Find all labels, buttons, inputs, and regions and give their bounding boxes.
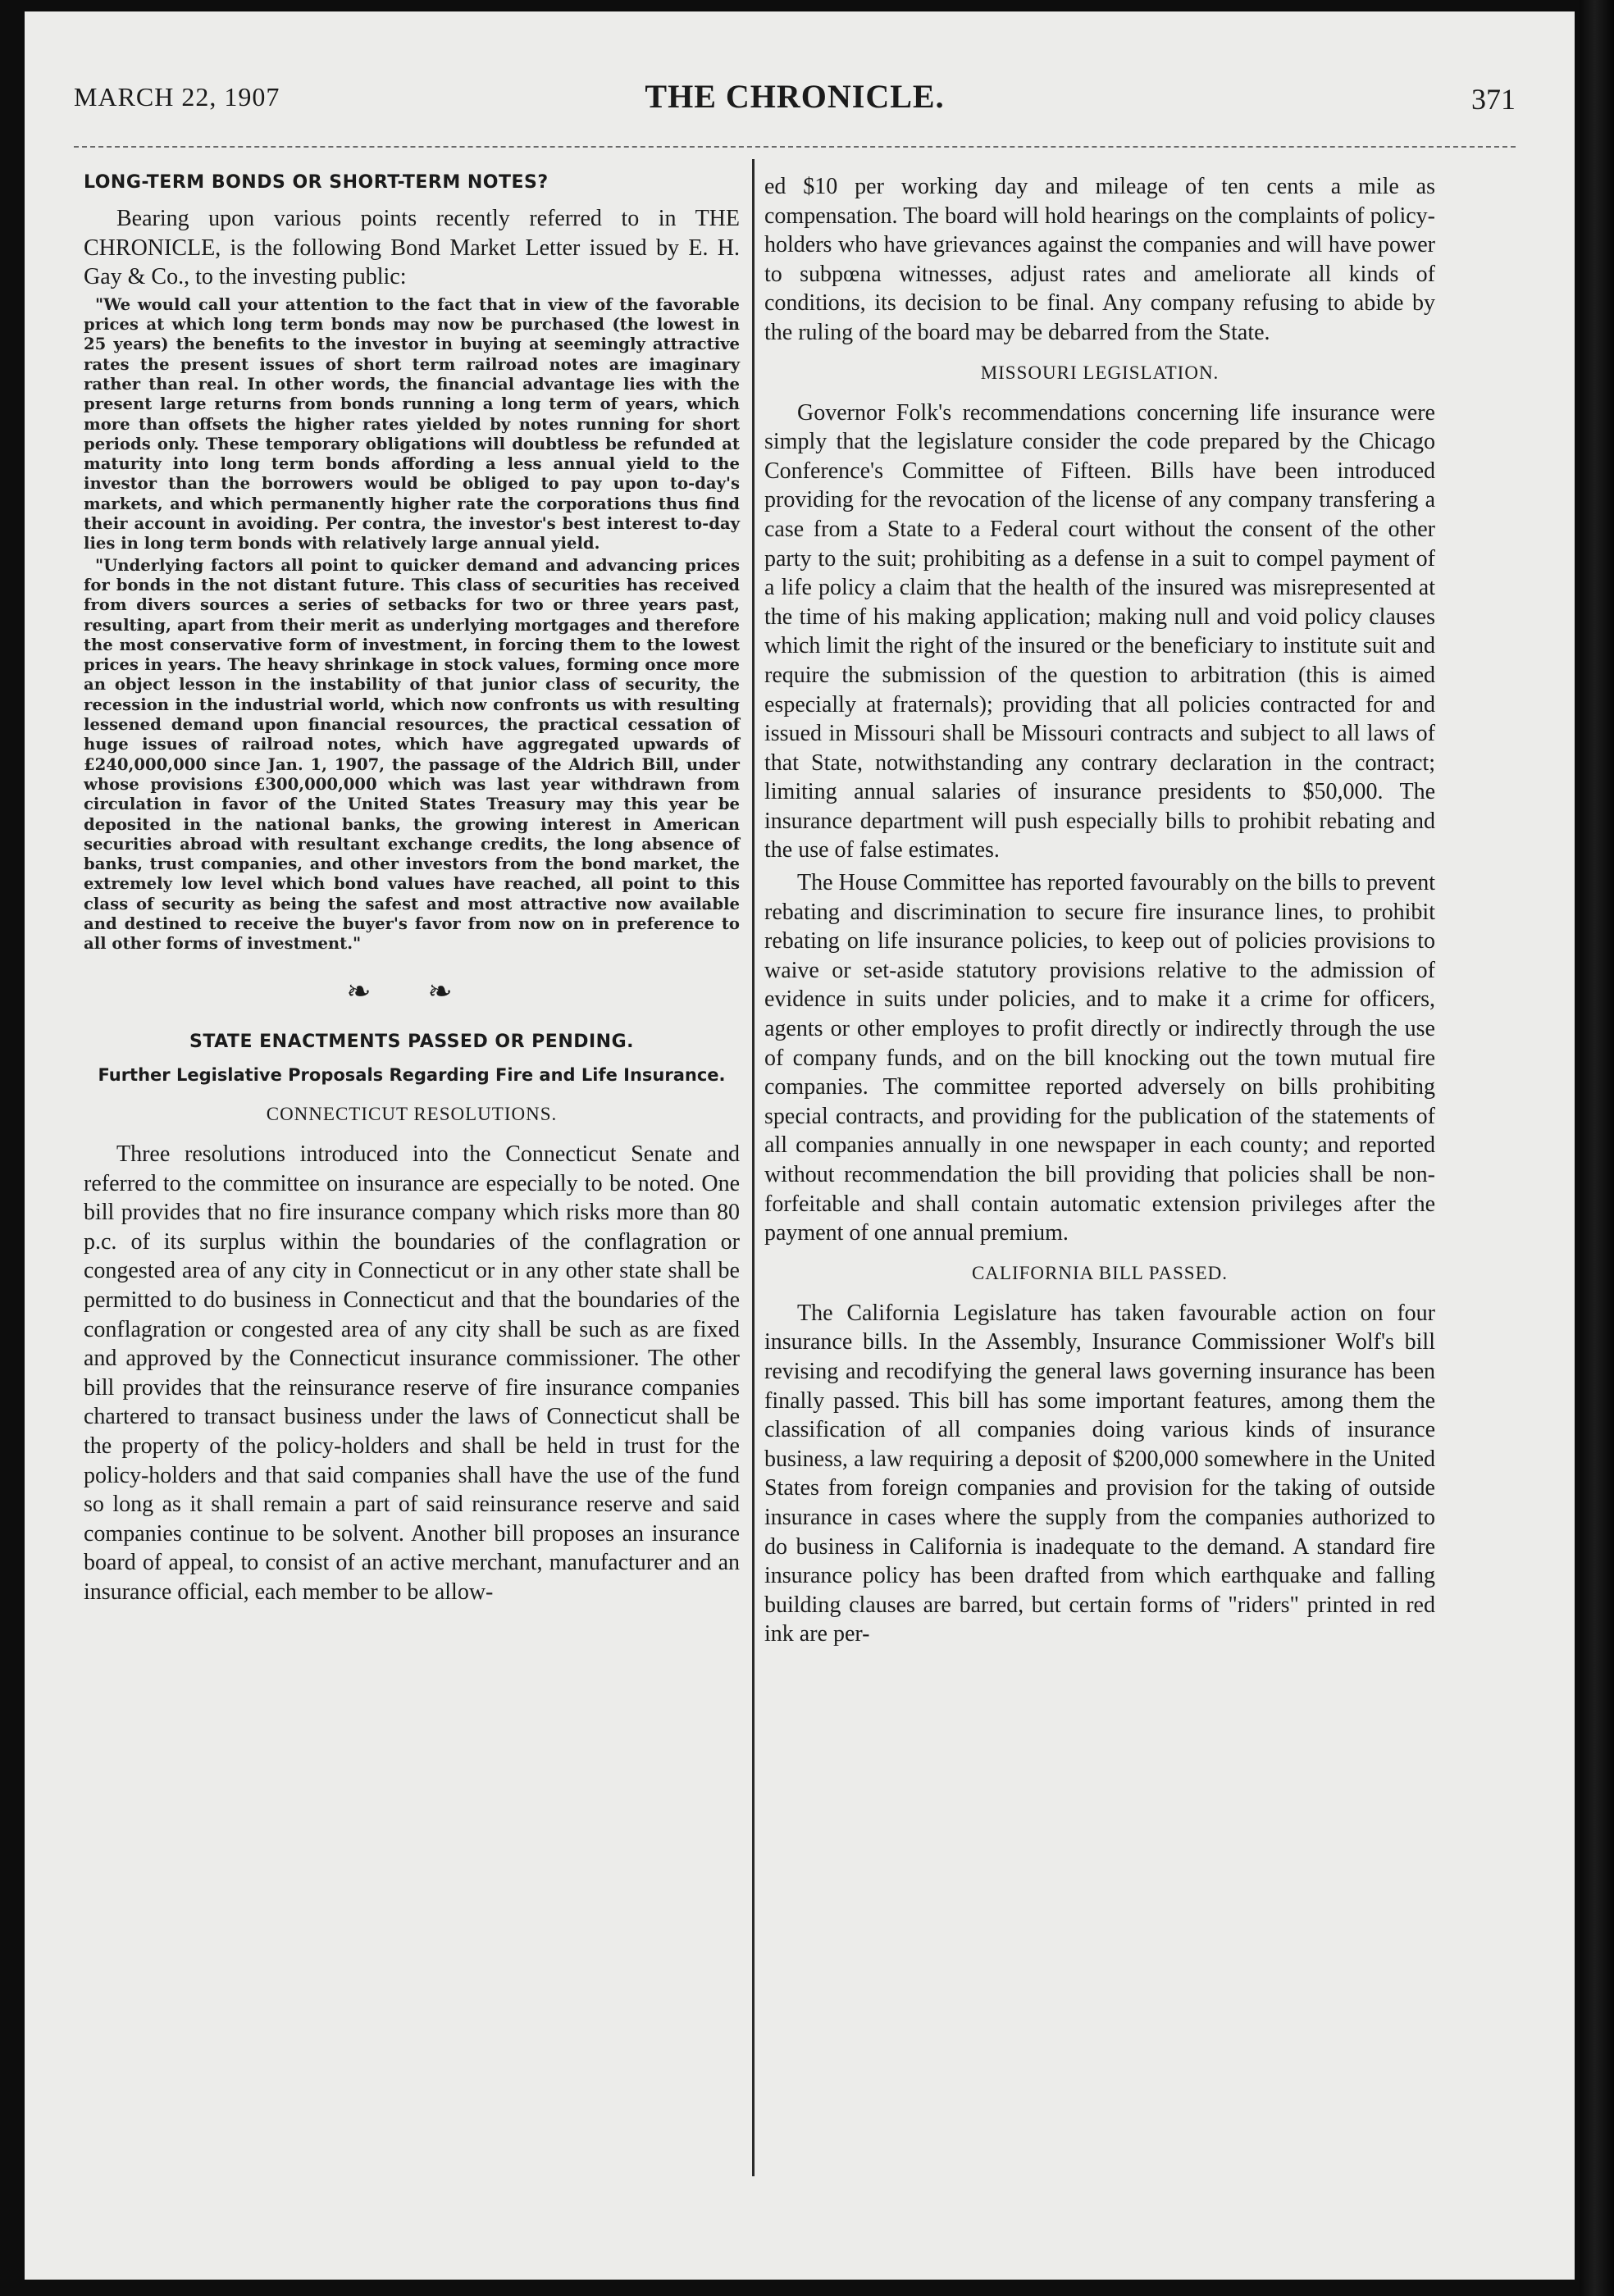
book-spine-shadow [1580,0,1614,2296]
left-column [84,172,740,1610]
bonds-intro: Bearing upon various points recently referred to in THE CHRONICLE, is the following Bond Market Letter issued by E. H. Gay & Co., to the investing public: [84,206,740,290]
header-rule [74,146,1516,148]
page-header [74,77,1516,126]
state-enactments-subheading: Further Legislative Proposals Regarding Fire and Life Insurance. [98,1064,726,1085]
california-section-title: CALIFORNIA BILL PASSED. [971,1262,1229,1283]
header-title: THE CHRONICLE. [645,78,945,115]
ornament-divider: ❧ ❧ [346,974,477,1008]
newspaper-page [25,11,1575,2280]
bonds-heading: LONG-TERM BONDS OR SHORT-TERM NOTES? [84,172,549,193]
missouri-paragraph-1: Governor Folk's recommendations concerning life insurance were simply that the legislature consider the code prepared by the Chicago Conference's Committee of Fifteen. Bills have been introduced providing for the revocation of the license of any company transfering a case from a State to a Federal court without the consent of the other party to the suit; prohibiting as a defense in a suit to compel payment of a life policy a claim that the health of the insured was misrepresented at the time of his making application; making null and void policy clauses which limit the right of the insured or the beneficiary to institute suit and require the submission of the question to arbitration (this is aimed especially at fraternals); providing that all policies contracted for and issued in Missouri shall be Missouri contracts and subject to all laws of that State, notwithstanding any contrary declaration in the contract; limiting annual salaries of insurance presidents to $50,000. The insurance department will push especially bills to prohibit rebating and the use of false estimates. [764,399,1435,863]
continued-paragraph: ed $10 per working day and mileage of ten cents a mile as compensation. The board will hold hearings on the complaints of policy-holders who have grievances against the companies and will have power to subpœna witnesses, adjust rates and ameliorate all kinds of conditions, its decision to be final. Any company refusing to abide by the ruling of the board may be debarred from the State. [764,174,1435,345]
connecticut-section-title: CONNECTICUT RESOLUTIONS. [266,1103,558,1124]
page-number: 371 [1471,83,1516,116]
state-enactments-heading: STATE ENACTMENTS PASSED OR PENDING. [189,1031,635,1052]
bond-letter-paragraph-1: "We would call your attention to the fact that in view of the favorable prices at which long term bonds may now be purchased (the lowest in 25 years) the benefits to the investor in buying at seemingly attractive rates the present issues of short term railroad notes are imaginary rather than real. In other words, the financial advantage lies with the present large returns from bonds running a long term of years, which more than offsets the higher rates yielded by notes running for short periods only. These temporary obligations will doubtless be refunded at maturity into long term bonds affording a less annual yield to the investor than the borrowers would be obliged to pay upon to-day's markets, and which permanently higher rate the corporations thus find their account in avoiding. Per contra, the investor's best interest to-day lies in long term bonds with relatively large annual yield. [84,294,740,554]
connecticut-paragraph: Three resolutions introduced into the Connecticut Senate and referred to the committee on insurance are especially to be noted. One bill provides that no fire insurance company which risks more than 80 p.c. of its surplus within the boundaries of the conflagration or congested area of any city in Connecticut or in any other state shall be permitted to do business in Connecticut and that the boundaries of the conflagration or congested area of any city shall be such as are fixed and approved by the Connecticut insurance commissioner. The other bill provides that the reinsurance reserve of fire insurance companies chartered to transact business under the laws of Connecticut shall be the property of the policy-holders and shall be held in trust for the policy-holders and that said companies shall have the use of the fund so long as it shall remain a part of said reinsurance reserve and said companies continue to be solvent. Another bill proposes an insurance board of appeal, to consist of an active merchant, manufacturer and an insurance official, each member to be allow- [84,1141,740,1605]
missouri-section-title: MISSOURI LEGISLATION. [980,362,1220,383]
right-column [764,172,1435,1652]
header-date: MARCH 22, 1907 [74,82,280,112]
california-paragraph: The California Legislature has taken favourable action on four insurance bills. In the Assembly, Insurance Commissioner Wolf's bill revising and recodifying the general laws governing insurance has been finally passed. This bill has some important features, among them the classification of all companies doing various kinds of insurance business, a law requiring a deposit of $200,000 somewhere in the United States from foreign companies and provision for the taking of outside insurance in cases where the supply from the companies authorized to do business in California is inadequate to the demand. A standard fire insurance policy has been drafted from which earthquake and falling building clauses are barred, but certain forms of "riders" printed in red ink are per- [764,1300,1435,1647]
missouri-paragraph-2: The House Committee has reported favourably on the bills to prevent rebating and discrimination to secure fire insurance lines, to prohibit rebating on life insurance policies, to keep out of policies provisions to waive or set-aside statutory provisions relative to the admission of evidence in suits under policies, and to make it a crime for officers, agents or other employes to profit directly or indirectly through the use of company funds, and on the bill knocking out the town mutual fire companies. The committee reported adversely on bills prohibiting special contracts, and providing for the publication of the statements of all companies annually in one newspaper in each county; and reported without recommendation the bill providing that policies shall be non-forfeitable and shall contain automatic extension privileges after the payment of one annual premium. [764,870,1435,1246]
bond-letter-paragraph-2: "Underlying factors all point to quicker demand and advancing prices for bonds in the not distant future. This class of securities has received from divers sources a series of setbacks for two or three years past, resulting, apart from their merit as underlying mortgages and therefore the most conservative form of investment, in forcing them to the lowest prices in years. The heavy shrinkage in stock values, forming once more an object lesson in the instability of that junior class of security, the recession in the industrial world, which now confronts us with resulting lessened demand upon financial resources, the practical cessation of huge issues of railroad notes, which have aggregated upwards of £240,000,000 since Jan. 1, 1907, the passage of the Aldrich Bill, under whose provisions £300,000,000 which was last year withdrawn from circulation in favor of the United States Treasury may this year be deposited in the national banks, the growing interest in American securities abroad with resultant exchange credits, the long absence of banks, trust companies, and other investors from the bond market, the extremely low level which bond values have reached, all point to this class of security as being the safest and most attractive now available and destined to receive the buyer's favor from now on in preference to all other forms of investment." [84,555,740,954]
column-divider [752,159,755,2176]
